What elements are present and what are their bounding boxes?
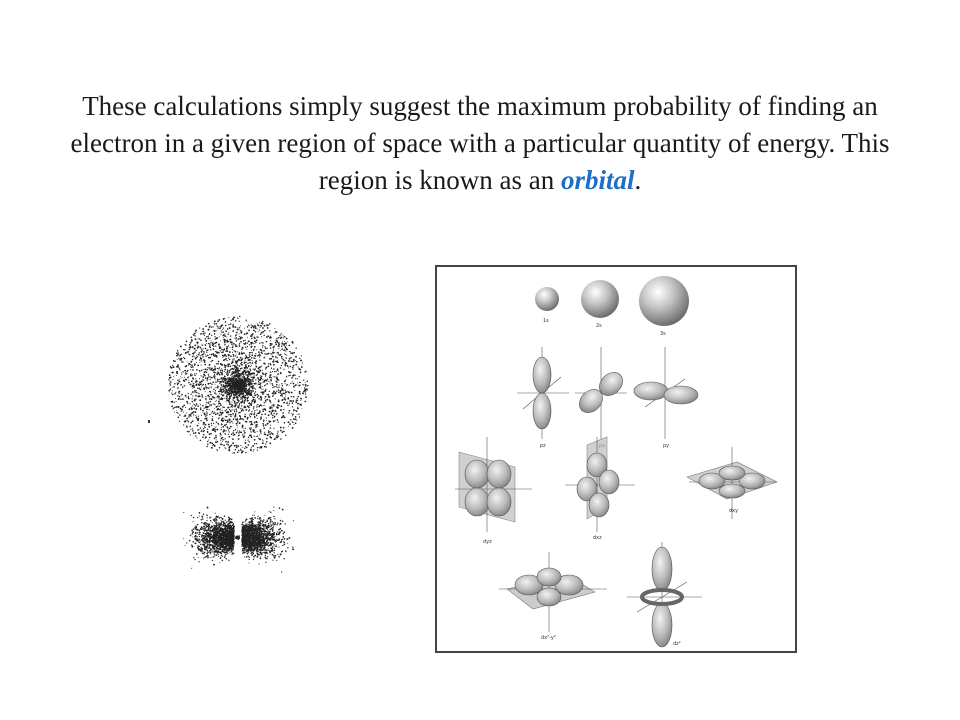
1s-sphere bbox=[535, 287, 559, 311]
electron-density-svg bbox=[138, 300, 358, 590]
slide-text bbox=[60, 88, 900, 199]
label-dxy: dxy bbox=[729, 508, 739, 514]
orbital-shapes-figure bbox=[435, 265, 797, 653]
pz-orbital bbox=[517, 347, 569, 449]
dz2-orbital bbox=[627, 542, 702, 647]
slide-text-body: These calculations simply suggest the maximum probability of finding an electron in a given region of space with a particular quantity of energy. This region is known as an bbox=[70, 91, 890, 195]
label-py: py bbox=[663, 443, 670, 449]
slide-text-period: . bbox=[634, 165, 642, 195]
dxz-orbital bbox=[565, 437, 635, 541]
py-orbital bbox=[634, 347, 698, 449]
s-orbital-cloud bbox=[168, 316, 309, 454]
orbital-shapes-svg bbox=[437, 267, 795, 651]
label-dxz: dxz bbox=[593, 535, 602, 541]
electron-density-figure bbox=[138, 300, 358, 590]
dyz-orbital bbox=[455, 437, 532, 545]
label-2s: 2s bbox=[596, 323, 602, 329]
p-orbital-cloud bbox=[183, 507, 294, 573]
label-dz2: dz² bbox=[673, 641, 681, 647]
label-dx2-y2: dx²-y² bbox=[541, 635, 556, 641]
orbital-term: orbital bbox=[560, 165, 635, 195]
label-3s: 3s bbox=[660, 331, 666, 337]
axis-mark bbox=[148, 420, 150, 423]
s-orbitals-row bbox=[535, 276, 689, 337]
2s-sphere bbox=[581, 280, 619, 318]
label-pz: pz bbox=[540, 443, 546, 449]
dx2-y2-orbital bbox=[499, 552, 607, 641]
3s-sphere bbox=[639, 276, 689, 326]
dxy-orbital bbox=[687, 447, 777, 519]
label-dyz: dyz bbox=[483, 539, 492, 545]
px-orbital bbox=[575, 347, 628, 449]
label-1s: 1s bbox=[543, 318, 549, 324]
